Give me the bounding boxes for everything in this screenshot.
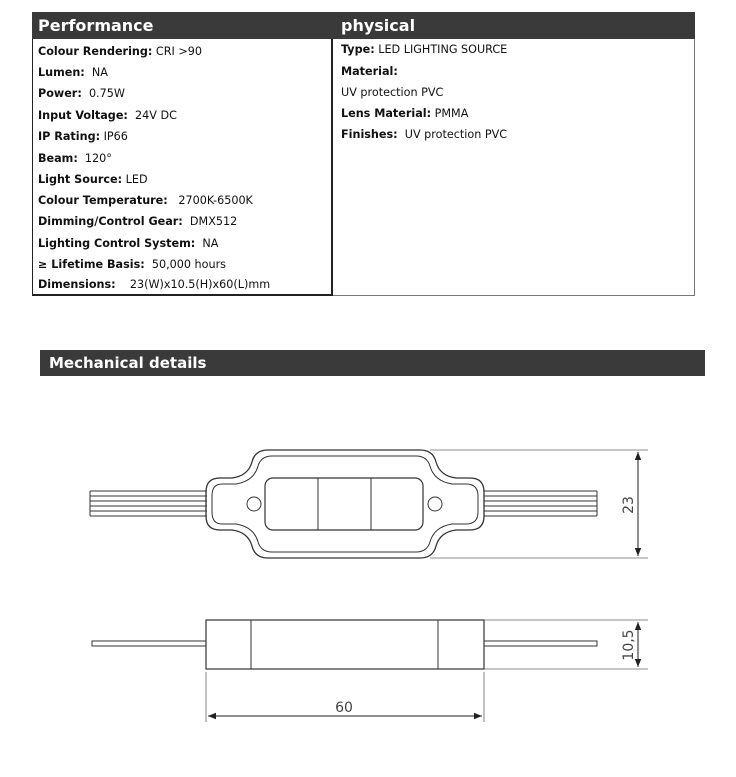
mount-hole-left-icon	[247, 497, 261, 511]
dim-height-label: 10,5	[621, 629, 637, 661]
side-body-icon	[206, 620, 484, 669]
spec-label: Type:	[341, 43, 375, 56]
spec-label: IP Rating:	[38, 130, 101, 143]
side-left-wire-icon	[92, 641, 206, 646]
spec-label: Input Voltage:	[38, 109, 128, 122]
spec-label: Lumen:	[38, 66, 85, 79]
spec-value: UV protection PVC	[404, 128, 508, 141]
spec-value: NA	[202, 237, 219, 250]
dim-length-label: 60	[335, 700, 353, 716]
spec-value: NA	[91, 66, 108, 79]
spec-value: DMX512	[189, 215, 238, 228]
left-wires-icon	[90, 491, 207, 516]
spec-label: Light Source:	[38, 173, 123, 186]
spec-value: LED	[125, 173, 148, 186]
spec-value: UV protection PVC	[341, 86, 444, 99]
spec-value: IP66	[103, 130, 128, 143]
mount-hole-right-icon	[428, 497, 442, 511]
spec-value: 120°	[84, 152, 112, 165]
physical-header: physical	[333, 12, 695, 39]
spec-label: Lighting Control System:	[38, 237, 196, 250]
performance-header: Performance	[32, 12, 333, 39]
spec-value: 24V DC	[135, 109, 177, 122]
side-right-wire-icon	[484, 641, 597, 646]
spec-label: Power:	[38, 87, 82, 100]
spec-value: 2700K-6500K	[178, 194, 253, 207]
module-inner-outline-icon	[212, 456, 478, 552]
spec-value: CRI >90	[155, 45, 202, 58]
spec-label: Beam:	[38, 152, 78, 165]
spec-value: 0.75W	[88, 87, 125, 100]
dim-width-label: 23	[621, 496, 637, 514]
spec-label: Colour Rendering:	[38, 45, 153, 58]
right-wires-icon	[484, 491, 597, 516]
side-view	[92, 620, 648, 722]
spec-value: LED LIGHTING SOURCE	[378, 43, 508, 56]
spec-label: Finishes:	[341, 128, 398, 141]
top-view	[90, 450, 648, 558]
spec-label: Material:	[341, 65, 398, 78]
spec-label: ≥ Lifetime Basis:	[38, 258, 145, 271]
spec-label: Lens Material:	[341, 107, 432, 120]
mechanical-details-header: Mechanical details	[40, 350, 705, 376]
spec-value: 50,000 hours	[151, 258, 226, 271]
spec-value: 23(W)x10.5(H)x60(L)mm	[129, 278, 271, 291]
spec-label: Dimensions:	[38, 278, 116, 291]
spec-value: PMMA	[434, 107, 469, 120]
spec-label: Dimming/Control Gear:	[38, 215, 183, 228]
spec-label: Colour Temperature:	[38, 194, 168, 207]
led-window-icon	[265, 478, 423, 530]
